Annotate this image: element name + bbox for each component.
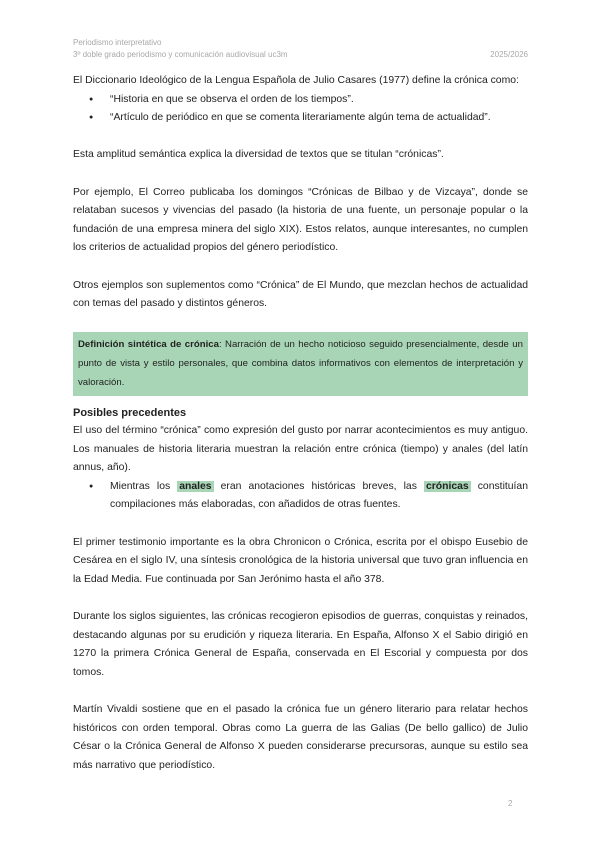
list-item: ● “Historia en que se observa el orden de los tiempos”. xyxy=(73,91,528,110)
program-label: 3º doble grado periodismo y comunicación audiovisual uc3m xyxy=(73,50,288,59)
definition-label: Definición sintética de crónica xyxy=(78,339,219,351)
highlight-anales: anales xyxy=(179,480,212,492)
paragraph: Por ejemplo, El Correo publicaba los domingos “Crónicas de Bilbao y de Vizcaya”, donde se relataban sucesos y vivencias del pasado (la historia de una fuente, un personaje popular o la fundación de una empresa minera del siglo XIX). Estos relatos, aunque interesantes, no cumplen los criterios de actualidad propios del género periodístico. xyxy=(73,186,528,254)
intro-paragraph: El Diccionario Ideológico de la Lengua Española de Julio Casares (1977) define la crónica como: xyxy=(73,75,519,86)
course-title: Periodismo interpretativo xyxy=(73,38,162,47)
paragraph: El primer testimonio importante es la obra Chronicon o Crónica, escrita por el obispo Eusebio de Cesárea en el siglo IV, una síntesis cronológica de la historia universal que tuvo gran influencia en la Edad Media. Fue continuada por San Jerónimo hasta el año 378. xyxy=(73,536,528,585)
precedents-list xyxy=(73,478,528,515)
page-header xyxy=(73,37,528,61)
definition-text: : Narración de un hecho noticioso seguido presencialmente, desde un punto de vista y estilo personales, que combina datos informativos con elementos de interpretación y valoración. xyxy=(78,339,523,388)
list-item: ● “Artículo de periódico en que se comenta literariamente algún tema de actualidad”. xyxy=(73,109,528,128)
paragraph: Martín Vivaldi sostiene que en el pasado la crónica fue un género literario para relatar hechos históricos con orden temporal. Obras como La guerra de las Galias (De bello gallico) de Julio César o la Crónica General de Alfonso X pueden considerarse precursoras, aunque su estilo sea más narrativo que periodístico. xyxy=(73,704,528,771)
text-segment: eran anotaciones históricas breves, las xyxy=(213,480,424,492)
header-row xyxy=(73,49,528,61)
text-segment: constituían compilaciones más elaboradas, con añadidos de otras fuentes. xyxy=(110,480,528,511)
paragraph: Otros ejemplos son suplementos como “Crónica” de El Mundo, que mezclan hechos de actualidad con temas del pasado y distintos géneros. xyxy=(73,279,528,310)
paragraph: El uso del término “crónica” como expresión del gusto por narrar acontecimientos es muy antiguo. Los manuales de historia literaria muestran la relación entre crónica (tiempo) y anales (del latín annus, año). xyxy=(73,425,528,474)
section-heading: Posibles precedentes xyxy=(73,407,187,420)
page-number: 2 xyxy=(508,799,513,808)
document-body xyxy=(73,72,528,775)
highlight-cronicas: crónicas xyxy=(425,480,469,492)
definition-callout xyxy=(73,332,528,396)
text-segment: Mientras los xyxy=(110,480,178,492)
list-item xyxy=(73,478,528,515)
paragraph: Durante los siglos siguientes, las crónicas recogieron episodios de guerras, conquistas y reinados, destacando algunas por su erudición y riqueza literaria. En España, Alfonso X el Sabio dirigió en 1270 la primera Crónica General de España, conservada en El Escorial y compuesta por dos tomos. xyxy=(73,611,528,678)
academic-year: 2025/2026 xyxy=(490,50,528,59)
paragraph: Esta amplitud semántica explica la diversidad de textos que se titulan “crónicas”. xyxy=(73,149,444,161)
definition-list xyxy=(73,91,528,128)
